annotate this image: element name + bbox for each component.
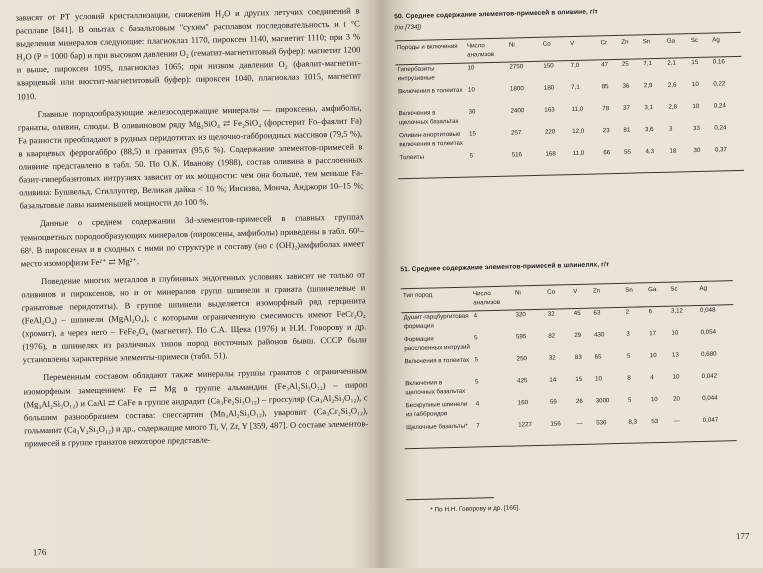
table-cell: 250 xyxy=(516,355,528,363)
table-cell: 430 xyxy=(593,331,605,339)
table-cell: 0,24 xyxy=(714,124,727,132)
column-header: Породы и включения xyxy=(395,39,466,65)
table-cell: 2 xyxy=(625,308,630,316)
table-cell: 6 xyxy=(648,308,653,316)
table-cell: 1227 xyxy=(516,420,549,446)
table-cell: 425 xyxy=(517,377,528,385)
table-cell: Толеиты xyxy=(398,152,469,179)
table-cell: 10 xyxy=(672,373,680,381)
paragraph: Переменным составом обладают также минералы группы гранатов с ограниченным изоморфным замещением: Fe ⇄ Mg в группе альмандин (Fe₃Al₂Si₃O₁₂) – пироп (Mg₃Al₂Si₃O₁₂) и CaAl ⇄ CaFe в группе андрадит (Ca₃Fe₂Si₃O₁₂) – гроссуляр (Ca₃Al₂Si₃O₁₂), с большим разнообразием состава: спессартин (Mn₃Al₂Si₃O₁₂), уваровит (Ca₃Cr₂Si₃O₁₂), гольманит (Ca₃V₂Si₃O₁₂) и др., содержащие много Ti, V, Zr, Y [359, 487]. О составе элементов-примесей в группе гранатов некоторое представле- xyxy=(23,365,369,449)
table-cell: 5 xyxy=(626,352,631,360)
table-cell: 63 xyxy=(593,309,601,317)
table-cell: 180 xyxy=(543,84,555,92)
table-cell: 25 xyxy=(621,60,629,68)
column-header: Число анализов xyxy=(471,286,514,311)
table-cell: 2750 xyxy=(509,63,524,71)
table-cell: 30 xyxy=(691,146,713,172)
column-header: Ni xyxy=(507,37,541,62)
column-header: Zn xyxy=(619,35,641,60)
table-cell: 36 xyxy=(622,82,630,90)
table-cell: 11,0 xyxy=(571,105,584,114)
table-51 xyxy=(401,280,737,449)
table-cell: 82 xyxy=(548,332,556,340)
column-header: Ga xyxy=(646,282,669,307)
table-cell: 2,6 xyxy=(667,81,677,89)
table-cell: 150 xyxy=(543,62,554,70)
table-cell: 15 xyxy=(575,376,583,384)
table-cell: 7,1 xyxy=(643,60,653,68)
table-cell: 85 xyxy=(601,83,609,91)
table-cell: 7,1 xyxy=(571,84,580,92)
table-cell: 18 xyxy=(667,146,692,172)
table-cell: 11,0 xyxy=(571,149,602,175)
table-cell: 15 xyxy=(691,59,699,67)
table-cell: 10 xyxy=(650,396,658,404)
table-cell: — xyxy=(574,419,594,445)
table-cell: 65 xyxy=(594,353,602,361)
table-cell: 7,0 xyxy=(570,62,580,70)
table-cell: 156 xyxy=(548,419,575,445)
table-cell: 47 xyxy=(601,61,609,69)
table-cell: 29 xyxy=(574,332,582,340)
table-cell: 32 xyxy=(548,354,556,362)
table-cell: 0,054 xyxy=(700,328,717,337)
table-cell: 3000 xyxy=(595,397,610,405)
column-header: Zn xyxy=(591,283,624,308)
table-cell: 5 xyxy=(627,396,632,404)
table-cell: 4,3 xyxy=(643,147,668,173)
table-cell: 33 xyxy=(692,125,700,133)
table-cell: 5 xyxy=(473,334,478,342)
page-number-left: 176 xyxy=(32,547,47,558)
table-cell: 59 xyxy=(549,398,557,406)
table-cell: — xyxy=(671,416,701,442)
table-cell: 10 xyxy=(692,103,700,111)
column-header: Ni xyxy=(513,285,546,310)
table-cell: 0,24 xyxy=(713,102,726,110)
table-cell: Включения в щелочных базальтах xyxy=(405,379,466,396)
table-cell: Душит-гарцбургитовая формация xyxy=(403,312,469,330)
table-50-source: (по [734]) xyxy=(394,23,422,32)
footnote-divider xyxy=(406,497,494,500)
footnote: * По Н.Н. Говорову и др. [166]. xyxy=(430,504,521,514)
column-header: Cr xyxy=(598,35,619,60)
table-cell: 536 xyxy=(594,418,627,444)
table-cell: 5 xyxy=(474,356,479,364)
table-cell: Формация расслоенных интрузий xyxy=(404,335,471,352)
table-cell: 32 xyxy=(547,310,555,318)
table-cell: 163 xyxy=(544,106,555,114)
table-cell: 3,1 xyxy=(644,104,654,112)
table-cell: Бескрупные шпинели из габброидов xyxy=(405,400,468,418)
table-cell: 53 xyxy=(649,417,672,443)
table-cell: 30 xyxy=(468,108,476,116)
table-cell: Включения в толеитах xyxy=(397,86,463,96)
table-cell: 4 xyxy=(475,400,480,408)
column-header: V xyxy=(568,36,599,61)
table-cell: 3,12 xyxy=(670,307,684,315)
table-cell: 37 xyxy=(622,104,630,112)
page-number-right: 177 xyxy=(735,530,750,542)
table-cell: 595 xyxy=(515,333,527,341)
table-cell: 320 xyxy=(515,311,526,319)
column-header: Sn xyxy=(623,283,646,308)
table-cell: 0,680 xyxy=(701,350,717,359)
table-cell: 2400 xyxy=(510,107,525,115)
table-cell: Включения в щелочных базальтах xyxy=(398,109,459,127)
table-cell: 12,0 xyxy=(572,127,585,136)
table-cell: 10 xyxy=(691,81,699,89)
table-cell: 8 xyxy=(627,374,631,382)
table-cell: 20 xyxy=(672,395,681,403)
column-header: Ga xyxy=(665,34,690,59)
table-cell: 10 xyxy=(649,352,657,360)
table-cell: 3 xyxy=(626,330,630,338)
column-header: Число анализов xyxy=(465,38,508,63)
table-cell: 17 xyxy=(649,330,657,338)
table-cell: 0,16 xyxy=(712,58,725,66)
table-cell: 160 xyxy=(517,399,529,407)
table-cell: 45 xyxy=(573,310,581,318)
paragraph: Данные о среднем содержании 3d-элементов-примесей в главных группах темноцветных породообразующих минералов (пироксены, амфиболы) приведены в табл. 60¹–68¹. В пироксенах и в сходных с ними по структуре и составу (но с (OH)₂)амфиболах имеет место изоморфизм Fe²⁺ ⇄ Mg²⁺. xyxy=(20,211,365,269)
table-cell: 81 xyxy=(623,126,631,134)
paragraph: Поведение многих металлов в глубинных эндогенных условиях зависит не только от оливинов и пироксенов, но и от минералов групп шпинели и граната (шпинелевые и гранатовые перидотиты). В группе шпинели выделяется изоморфный ряд герцинита (FeAl₂O₄) – шпинели (MgAl₂O₄), с которыми ограниченную смесимость имеют FeCr₂O₄ (хромит), а через него – FeFe₂O₄ (магнетит). По С.А. Щека (1976) и Н.И. Говорову и др. (1976), в шпинелях из различных типов пород восточных районов бывш. СССР были установлены характерные элементы-примеси (табл. 51). xyxy=(21,269,367,365)
table-cell: 2,1 xyxy=(667,59,677,67)
column-header: V xyxy=(571,284,591,309)
table-cell: 10 xyxy=(467,64,475,72)
table-cell: 55 xyxy=(622,147,644,173)
table-51-title: 51. Среднее содержание элементов-примесей в шпинелях, г/т xyxy=(400,261,610,274)
table-cell: 5 xyxy=(475,378,479,386)
table-50 xyxy=(395,32,744,180)
table-cell: 10 xyxy=(595,375,603,383)
table-cell: 2,8 xyxy=(668,103,678,111)
table-cell: Гипербазиты интрузивные xyxy=(397,65,435,83)
table-cell: 66 xyxy=(601,148,622,174)
table-cell: 516 xyxy=(510,150,544,176)
table-cell: 257 xyxy=(510,129,522,137)
table-cell: 10 xyxy=(467,86,475,94)
table-cell: 4 xyxy=(650,374,654,382)
left-page-text xyxy=(15,4,368,450)
column-header: Sc xyxy=(668,282,698,307)
table-cell: 0,042 xyxy=(701,372,718,381)
table-cell: 10 xyxy=(671,329,679,337)
column-header: Sc xyxy=(689,33,711,58)
table-cell: 0,044 xyxy=(702,394,718,403)
table-cell: 13 xyxy=(671,351,679,359)
column-header: Sn xyxy=(641,34,666,59)
column-header: Тип пород xyxy=(401,287,472,313)
table-cell: 3 xyxy=(668,125,673,133)
column-header: Co xyxy=(545,285,572,310)
table-cell: Включения в толеитах xyxy=(404,356,470,366)
table-cell: 0,048 xyxy=(699,306,716,315)
paragraph: Главные породообразующие железосодержащие минералы — пироксены, амфиболы, гранаты, оливин, слюды. В оливиновом ряду Mg₂SiO₄ ⇄ Fe₂SiO₄ (форстерит Fo–фаялит Fa) Fa разности преобладают в рудных перидотитах из щелочно-габброидных массивов (79,5 %), в кварцевых феррогаббро (88,5) и гранитах (95,6 %). Содержание элементов-примесей в оливине представлено в табл. 50. По О.К. Иванову (1988), состав оливина в расслоенных базит-гипербазитовых интрузиях зависит от их мощности: чем она больше, тем меньше Fa-оливина: Бушвельд, Стиллуотер, Великая дайка < 10 %; Инсизва, Мончa, Анджори 10–15 %; базальтовые лавы наименьшей мощности до 100 %. xyxy=(17,101,364,211)
right-page xyxy=(382,0,763,572)
table-cell: 0,37 xyxy=(713,145,744,171)
column-header: Ag xyxy=(697,281,733,306)
column-header: Co xyxy=(541,37,569,62)
paragraph: зависят от РТ условий кристаллизации, снижения H₂O и других летучих соединений в расплаве [841]. В опытах с базальтовым "сухим" расплавом последовательность и t °С выделения минералов следующие: плагиоклаз 1170, пироксен 1140, магнетит 1110; при 3 % H₂O (P = 1000 бар) и при высоком давлении O₂ (гематит-магнетитовый буфер): магнетит 1200 и выше, пироксен 1095, плагиоклаз 1065; при низком давлении O₂ (фаялит-магнетит-кварцевый или вюстит-магнетитовый буфер): пироксен 1040, плагиоклаз 1015, магнетит 1010. xyxy=(15,5,361,102)
table-cell: 23 xyxy=(602,127,610,135)
table-cell: 1800 xyxy=(509,85,524,93)
table-cell: 0,22 xyxy=(713,80,726,88)
table-cell: Щелочные базальты* xyxy=(404,422,475,449)
column-header: Ag xyxy=(710,32,741,57)
table-cell: 14 xyxy=(549,376,557,384)
table-cell: 83 xyxy=(574,354,582,362)
table-cell: 8,3 xyxy=(626,417,650,443)
table-cell: 15 xyxy=(468,130,477,138)
table-50-title: 50. Среднее содержание элементов-примесей в оливине, г/т xyxy=(394,8,599,21)
table-cell: 0,047 xyxy=(701,415,737,441)
table-cell: 168 xyxy=(543,149,571,175)
table-cell: 78 xyxy=(602,105,610,113)
table-cell: 5 xyxy=(468,151,511,178)
table-cell: Оливин-анортитовые включения в толеитах xyxy=(399,130,464,149)
table-cell: 7 xyxy=(474,421,517,448)
table-cell: 26 xyxy=(575,398,583,406)
table-cell: 220 xyxy=(544,128,556,136)
table-cell: 3,6 xyxy=(644,126,654,134)
table-cell: 2,9 xyxy=(643,82,653,90)
table-cell: 4 xyxy=(473,312,478,320)
